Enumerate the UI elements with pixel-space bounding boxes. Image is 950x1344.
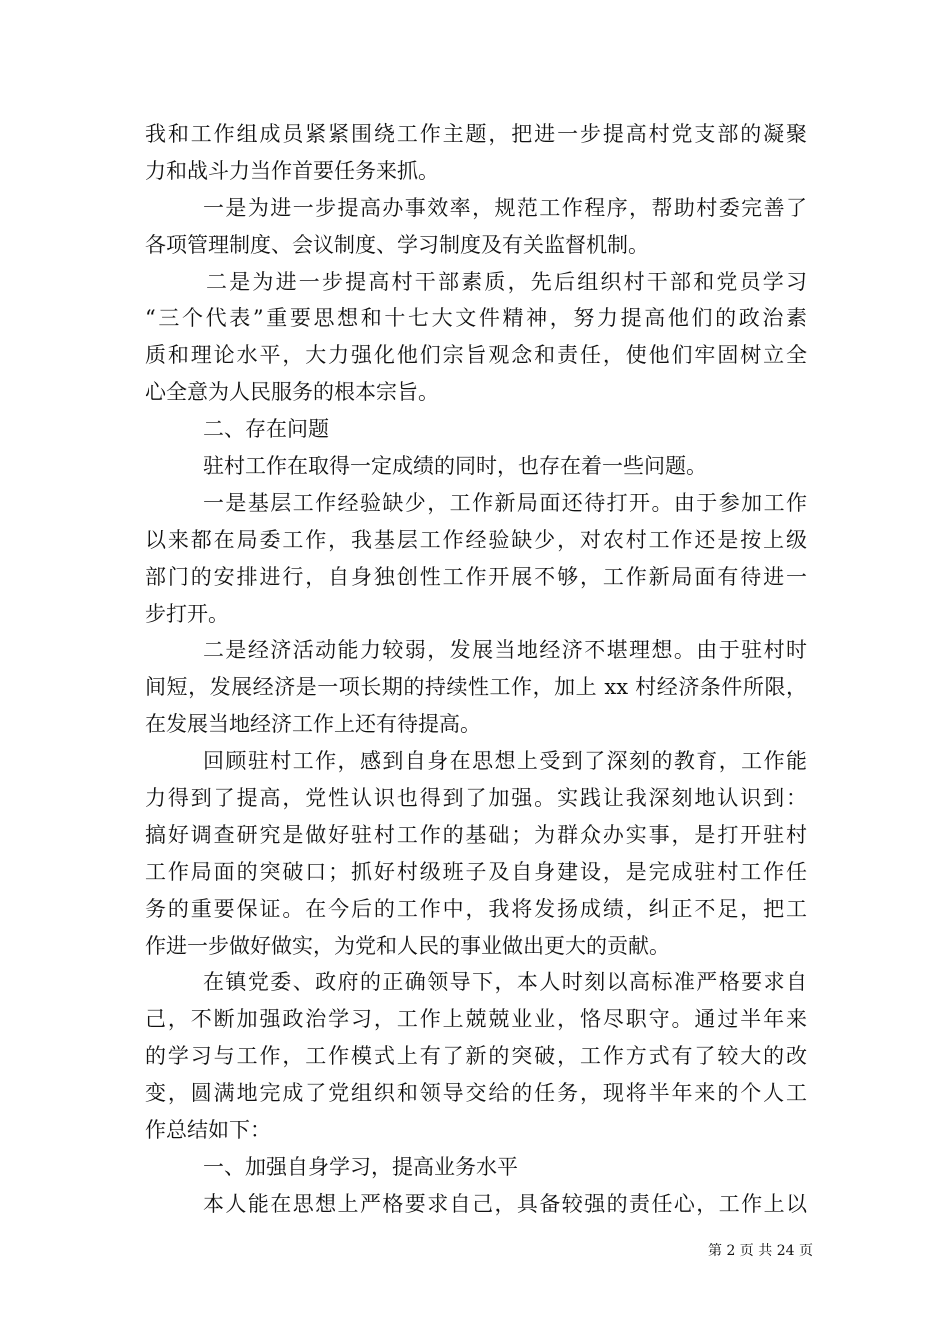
text-line: 以来都在局委工作，我基层工作经验缺少，对农村工作还是按上级 bbox=[145, 527, 807, 552]
text-line: 我和工作组成员紧紧围绕工作主题，把进一步提高村党支部的凝聚 bbox=[145, 122, 807, 146]
text-line: 各项管理制度、会议制度、学习制度及有关监督机制。 bbox=[145, 232, 649, 257]
section-heading: 一、加强自身学习，提高业务水平 bbox=[203, 1154, 518, 1179]
text-line: 二是经济活动能力较弱，发展当地经济不堪理想。由于驻村时 bbox=[203, 638, 807, 663]
text-line: 步打开。 bbox=[145, 601, 229, 626]
text-line: 间短，发展经济是一项长期的持续性工作，加上 xx 村经济条件所限， bbox=[145, 675, 807, 700]
page-number: 第 2 页 共 24 页 bbox=[708, 1243, 813, 1259]
text-line: 的学习与工作，工作模式上有了新的突破，工作方式有了较大的改 bbox=[145, 1044, 807, 1069]
text-line: 回顾驻村工作，感到自身在思想上受到了深刻的教育，工作能 bbox=[203, 749, 807, 774]
text-line: 工作局面的突破口；抓好村级班子及自身建设，是完成驻村工作任 bbox=[145, 859, 807, 884]
text-line: 在镇党委、政府的正确领导下，本人时刻以高标准严格要求自 bbox=[203, 970, 807, 995]
text-line: 作进一步做好做实，为党和人民的事业做出更大的贡献。 bbox=[145, 933, 670, 958]
section-heading: 二、存在问题 bbox=[203, 417, 329, 442]
text-line: 力和战斗力当作首要任务来抓。 bbox=[145, 158, 439, 183]
text-line: 心全意为人民服务的根本宗旨。 bbox=[145, 380, 439, 405]
text-line: 力得到了提高，党性认识也得到了加强。实践让我深刻地认识到： bbox=[145, 786, 807, 811]
text-line: 二是为进一步提高村干部素质，先后组织村干部和党员学习 bbox=[206, 269, 807, 294]
text-line: 己，不断加强政治学习，工作上兢兢业业，恪尽职守。通过半年来 bbox=[145, 1007, 807, 1032]
text-line: 一是为进一步提高办事效率，规范工作程序，帮助村委完善了 bbox=[203, 195, 807, 220]
text-line: 作总结如下： bbox=[145, 1118, 271, 1143]
text-line: 驻村工作在取得一定成绩的同时，也存在着一些问题。 bbox=[203, 454, 707, 479]
text-line: 一是基层工作经验缺少，工作新局面还待打开。由于参加工作 bbox=[203, 490, 807, 515]
text-line: 搞好调查研究是做好驻村工作的基础；为群众办实事，是打开驻村 bbox=[145, 822, 807, 847]
text-line: 务的重要保证。在今后的工作中，我将发扬成绩，纠正不足，把工 bbox=[145, 896, 807, 921]
text-line: “三个代表”重要思想和十七大文件精神，努力提高他们的政治素 bbox=[145, 306, 807, 331]
text-line: 质和理论水平，大力强化他们宗旨观念和责任，使他们牢固树立全 bbox=[145, 343, 807, 368]
text-line: 在发展当地经济工作上还有待提高。 bbox=[145, 712, 481, 737]
text-line: 本人能在思想上严格要求自己，具备较强的责任心，工作上以 bbox=[203, 1191, 807, 1216]
text-line: 变，圆满地完成了党组织和领导交给的任务，现将半年来的个人工 bbox=[145, 1081, 807, 1106]
document-body bbox=[145, 116, 807, 1223]
text-line: 部门的安排进行，自身独创性工作开展不够，工作新局面有待进一 bbox=[145, 564, 807, 589]
